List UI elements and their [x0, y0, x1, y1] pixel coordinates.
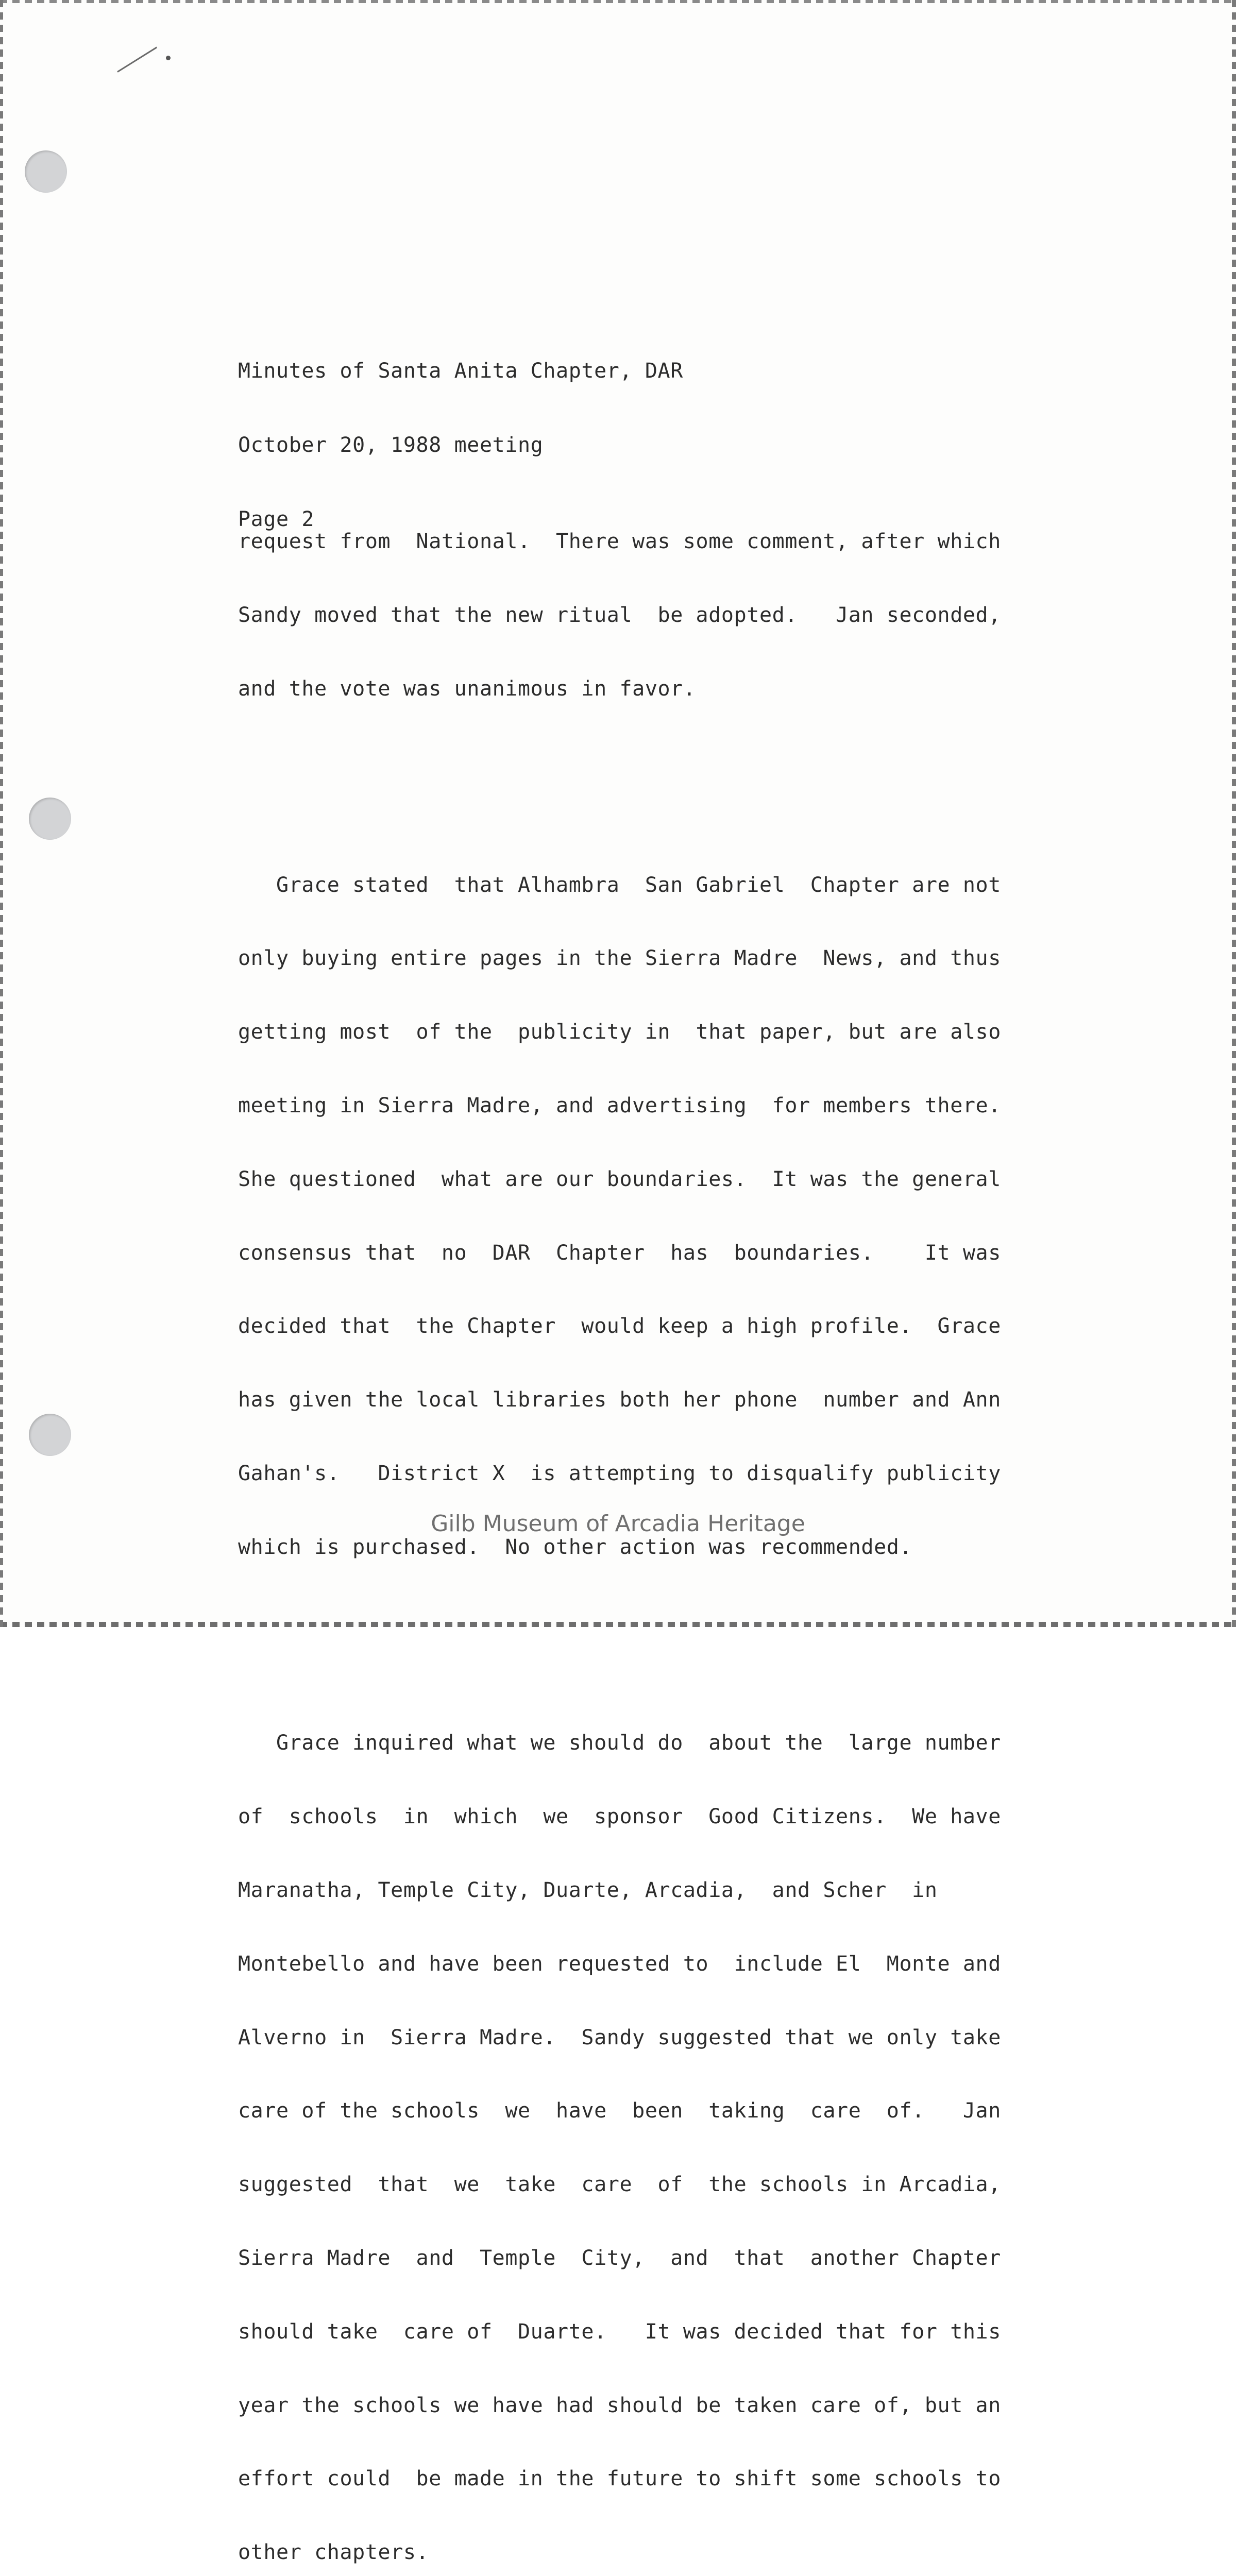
text-line: Gahan's. District X is attempting to disqualify publicity	[238, 1461, 1001, 1485]
text-line: She questioned what are our boundaries. It was the general	[238, 1167, 1001, 1191]
text-line: suggested that we take care of the schools in Arcadia,	[238, 2173, 1001, 2197]
text-line: Sierra Madre and Temple City, and that another Chapter	[238, 2246, 1001, 2270]
punch-hole-bottom	[29, 1414, 71, 1456]
header-title: Minutes of Santa Anita Chapter, DAR	[238, 359, 683, 383]
text-line: Alverno in Sierra Madre. Sandy suggested that we only take	[238, 2025, 1001, 2049]
text-line: and the vote was unanimous in favor.	[238, 676, 696, 701]
text-line: should take care of Duarte. It was decided that for this	[238, 2319, 1001, 2344]
ink-speck	[166, 56, 171, 60]
text-line: Montebello and have been requested to include El Monte and	[238, 1952, 1001, 1976]
text-line: decided that the Chapter would keep a high profile. Grace	[238, 1314, 1001, 1338]
pencil-mark	[117, 47, 157, 73]
text-line: other chapters.	[238, 2540, 429, 2565]
punch-hole-top	[25, 150, 67, 193]
paragraph-ritual-vote	[238, 481, 1001, 751]
text-line: Grace inquired what we should do about the large number	[238, 1731, 1001, 1755]
header-meeting-date: October 20, 1988 meeting	[238, 433, 544, 457]
text-line: has given the local libraries both her phone number and Ann	[238, 1388, 1001, 1412]
text-line: only buying entire pages in the Sierra Madre News, and thus	[238, 946, 1001, 971]
perforated-right-edge	[1232, 0, 1236, 1627]
text-line: of schools in which we sponsor Good Citizens. We have	[238, 1805, 1001, 1829]
paragraph-boundaries	[238, 824, 1001, 1609]
text-line: Sandy moved that the new ritual be adopted. Jan seconded,	[238, 603, 1001, 628]
text-line: effort could be made in the future to shift some schools to	[238, 2467, 1001, 2491]
text-line: year the schools we have had should be taken care of, but an	[238, 2393, 1001, 2417]
text-line: care of the schools we have been taking care of. Jan	[238, 2099, 1001, 2123]
perforated-left-edge	[0, 0, 3, 1627]
perforated-top-edge	[0, 0, 1236, 3]
text-line: getting most of the publicity in that paper, but are also	[238, 1020, 1001, 1044]
text-line: request from National. There was some comment, after which	[238, 530, 1001, 554]
museum-watermark: Gilb Museum of Arcadia Heritage	[431, 1511, 805, 1537]
text-line: consensus that no DAR Chapter has boundaries. It was	[238, 1241, 1001, 1265]
header-page-number: Page 2	[238, 507, 315, 531]
text-line: Maranatha, Temple City, Duarte, Arcadia, and Scher in	[238, 1878, 938, 1903]
punch-hole-middle	[29, 798, 71, 840]
text-line: which is purchased. No other action was recommended.	[238, 1535, 912, 1559]
minutes-body	[238, 432, 1001, 2576]
text-line: meeting in Sierra Madre, and advertising for members there.	[238, 1094, 1001, 1118]
text-line: Grace stated that Alhambra San Gabriel Chapter are not	[238, 873, 1001, 897]
paragraph-good-citizens	[238, 1682, 1001, 2576]
